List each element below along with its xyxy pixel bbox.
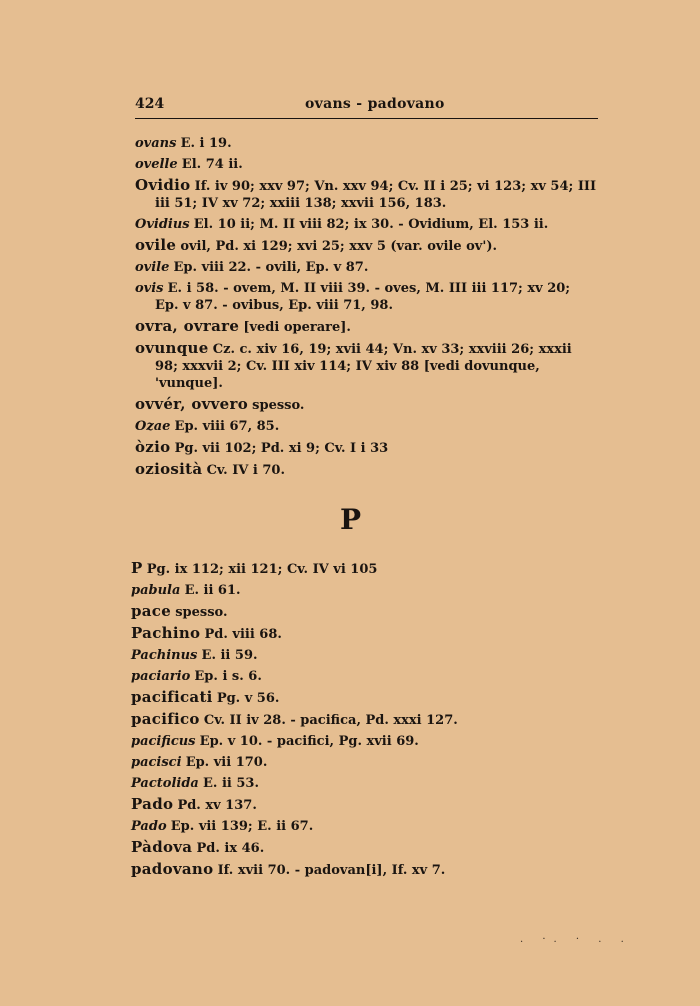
entry-headword: Ovidius	[135, 217, 190, 232]
dictionary-entry	[131, 796, 601, 814]
dictionary-entry	[135, 280, 598, 314]
dictionary-entry	[131, 582, 601, 599]
running-head: ovans - padovano	[305, 96, 445, 112]
dictionary-entry	[131, 754, 601, 771]
entry-references: Cv. IV i 70.	[206, 463, 285, 478]
entry-headword: Pachinus	[131, 648, 198, 663]
header-rule	[135, 118, 598, 119]
entry-references: Cz. c. xiv 16, 19; xvii 44; Vn. xv 33; xxviii 26; xxxii 98; xxxvii 2; Cv. III xiv 114; IV xiv 88 [vedi dovunque, 'vunque].	[155, 342, 572, 391]
entry-headword: Pado	[131, 819, 167, 834]
dictionary-entry	[135, 177, 598, 212]
dictionary-entry	[135, 318, 598, 336]
entry-headword: pacisci	[131, 755, 182, 770]
entry-headword: padovano	[131, 860, 214, 878]
dictionary-entry	[131, 560, 601, 578]
entry-headword: ovvér, ovvero	[135, 395, 249, 413]
entry-references: El. 10 ii; M. II viii 82; ix 30. - Ovidium, El. 153 ii.	[193, 217, 549, 232]
entry-headword: pacificati	[131, 688, 213, 706]
dictionary-entry	[131, 711, 601, 729]
entries-section-p	[131, 560, 601, 883]
entry-references: Pd. ix 46.	[196, 841, 265, 856]
entry-references: E. i 19.	[180, 136, 232, 151]
dictionary-entry	[131, 668, 601, 685]
dictionary-entry	[131, 861, 601, 879]
dictionary-entry	[135, 439, 598, 457]
dictionary-entry	[135, 156, 598, 173]
dictionary-entry	[131, 625, 601, 643]
entry-headword: ovis	[135, 281, 164, 296]
entry-headword: paciario	[131, 669, 191, 684]
dictionary-entry	[135, 135, 598, 152]
entry-references: Pg. ix 112; xii 121; Cv. IV vi 105	[146, 562, 378, 577]
entry-references: If. xvii 70. - padovan[i], If. xv 7.	[217, 863, 446, 878]
entry-headword: Pachino	[131, 624, 201, 642]
dictionary-entry	[135, 259, 598, 276]
dictionary-entry	[131, 603, 601, 621]
entry-references: Ep. viii 67, 85.	[174, 419, 280, 434]
entry-references: Ep. vii 170.	[185, 755, 268, 770]
entry-headword: pacifico	[131, 710, 200, 728]
entry-headword: pace	[131, 602, 172, 620]
entry-headword: pabula	[131, 583, 181, 598]
entry-references: Ep. vii 139; E. ii 67.	[170, 819, 314, 834]
entry-references: ovil, Pd. xi 129; xvi 25; xxv 5 (var. ovile ov').	[180, 239, 498, 254]
dictionary-entry	[131, 775, 601, 792]
dictionary-entry	[135, 237, 598, 255]
dictionary-entry	[135, 418, 598, 435]
entry-headword: òzio	[135, 438, 171, 456]
page-header	[135, 96, 598, 118]
dictionary-entry	[131, 839, 601, 857]
entry-references: spesso.	[175, 605, 228, 620]
entries-section-o	[135, 135, 598, 483]
entry-references: Pd. xv 137.	[177, 798, 257, 813]
entry-headword: Ozae	[135, 419, 171, 434]
entry-headword: oziosità	[135, 460, 203, 478]
entry-references: Pg. vii 102; Pd. xi 9; Cv. I i 33	[174, 441, 389, 456]
entry-references: E. ii 59.	[201, 648, 258, 663]
entry-references: E. ii 53.	[202, 776, 259, 791]
dictionary-entry	[135, 396, 598, 414]
scan-specks: . ·. · . .	[520, 934, 632, 945]
entry-references: Ep. viii 22. - ovili, Ep. v 87.	[173, 260, 369, 275]
entry-headword: Pado	[131, 795, 174, 813]
dictionary-entry	[131, 647, 601, 664]
entry-headword: pacificus	[131, 734, 196, 749]
entry-references: If. iv 90; xxv 97; Vn. xxv 94; Cv. II i 25; vi 123; xv 54; III iii 51; IV xv 72; xxiii 138; xxvii 156, 183.	[155, 179, 597, 211]
entry-references: Cv. II iv 28. - pacifica, Pd. xxxi 127.	[203, 713, 458, 728]
entry-references: Pd. viii 68.	[204, 627, 282, 642]
entry-references: E. i 58. - ovem, M. II viii 39. - oves, M. III iii 117; xv 20; Ep. v 87. - ovibus, Ep. viii 71, 98.	[155, 281, 571, 313]
entry-headword: Ovidio	[135, 176, 191, 194]
section-letter: P	[340, 503, 362, 536]
dictionary-entry	[135, 340, 598, 392]
dictionary-entry	[135, 461, 598, 479]
entry-headword: ovile	[135, 260, 170, 275]
entry-headword: ovile	[135, 236, 177, 254]
dictionary-entry	[131, 689, 601, 707]
entry-headword: P	[131, 559, 143, 577]
entry-headword: ovelle	[135, 157, 178, 172]
entry-headword: Pàdova	[131, 838, 193, 856]
entry-references: Ep. i s. 6.	[194, 669, 262, 684]
dictionary-entry	[131, 818, 601, 835]
entry-references: E. ii 61.	[184, 583, 241, 598]
dictionary-entry	[135, 216, 598, 233]
entry-references: spesso.	[252, 398, 305, 413]
entry-references: [vedi operare].	[243, 320, 351, 335]
entry-references: Pg. v 56.	[216, 691, 280, 706]
dictionary-entry	[131, 733, 601, 750]
entry-references: Ep. v 10. - pacifici, Pg. xvii 69.	[199, 734, 419, 749]
entry-headword: Pactolida	[131, 776, 199, 791]
entry-headword: ovra, ovrare	[135, 317, 240, 335]
entry-headword: ovunque	[135, 339, 209, 357]
page-number: 424	[135, 96, 165, 112]
entry-headword: ovans	[135, 136, 177, 151]
entry-references: El. 74 ii.	[181, 157, 243, 172]
